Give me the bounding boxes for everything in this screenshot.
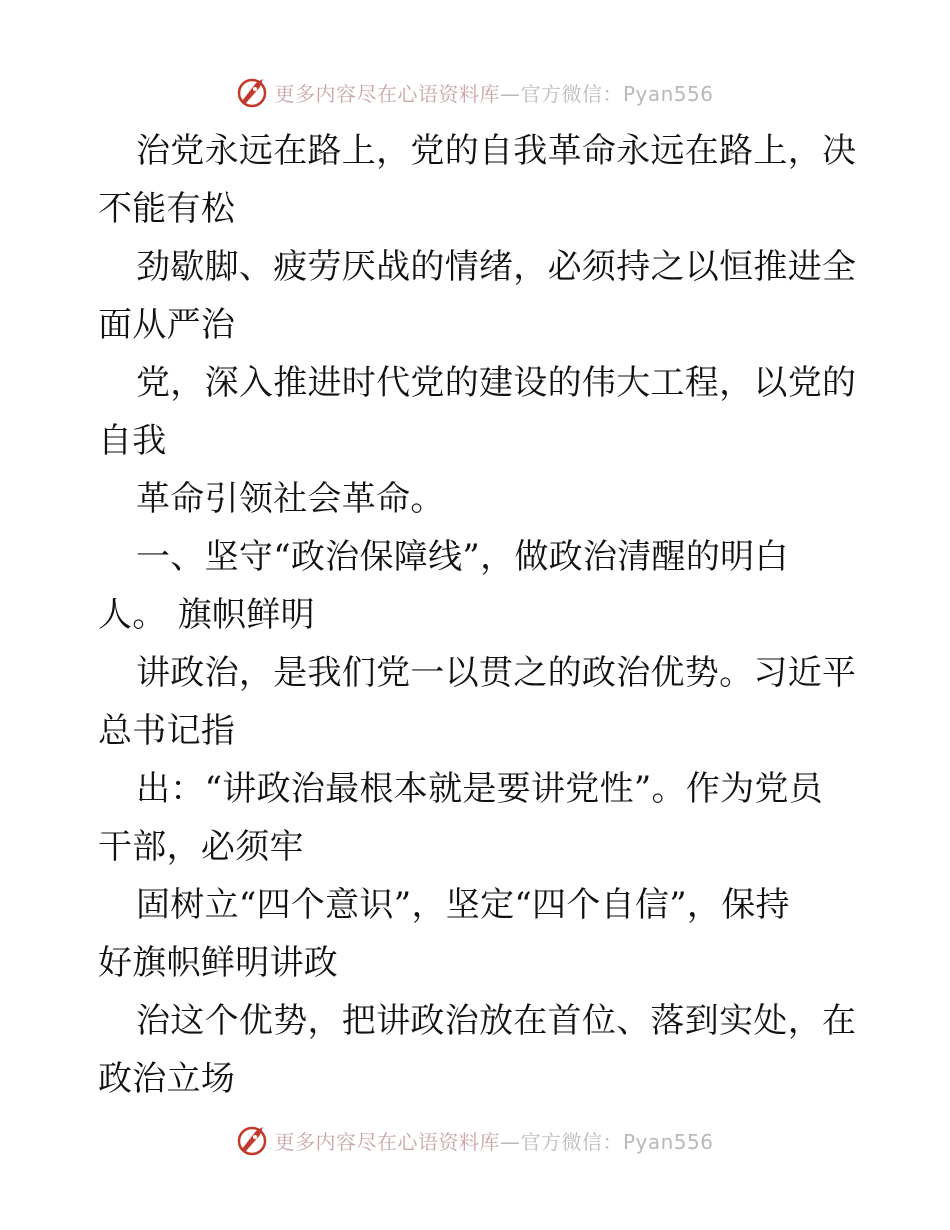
footer-banner-account: 官方微信：Pyan556 [520, 1129, 714, 1154]
body-line: 固树立“四个意识”，坚定“四个自信”，保持 [136, 885, 790, 925]
body-line: 革命引领社会革命。 [136, 479, 445, 519]
header-banner-account: 官方微信：Pyan556 [520, 81, 714, 106]
body-line: 党，深入推进时代党的建设的伟大工程，以党的 [136, 363, 857, 403]
footer-banner [0, 1120, 950, 1160]
header-banner [0, 72, 950, 112]
body-line: 自我 [98, 421, 167, 461]
body-line: 讲政治，是我们党一以贯之的政治优势。习近平 [136, 653, 857, 693]
body-line: 政治立场 [98, 1059, 236, 1099]
body-line: 面从严治 [98, 305, 236, 345]
body-line: 不能有松 [98, 189, 236, 229]
body-line: 治党永远在路上，党的自我革命永远在路上，决 [136, 131, 857, 171]
header-banner-separator: — [499, 81, 521, 106]
body-line: 一、坚守“政治保障线”，做政治清醒的明白 [136, 537, 789, 577]
footer-banner-separator: — [499, 1129, 521, 1154]
footer-banner-text: 更多内容尽在心语资料库 [274, 1129, 500, 1154]
document-body [98, 122, 858, 1108]
body-line: 干部，必须牢 [98, 827, 304, 867]
header-banner-text: 更多内容尽在心语资料库 [274, 81, 500, 106]
body-line: 出：“讲政治最根本就是要讲党性”。作为党员 [136, 769, 824, 809]
pen-logo-icon [236, 1123, 270, 1157]
body-line: 总书记指 [98, 711, 236, 751]
body-line: 人。 旗帜鲜明 [98, 595, 315, 635]
body-line: 劲歇脚、疲劳厌战的情绪，必须持之以恒推进全 [136, 247, 857, 287]
body-line: 治这个优势，把讲政治放在首位、落到实处，在 [136, 1001, 857, 1041]
pen-logo-icon [236, 75, 270, 109]
body-line: 好旗帜鲜明讲政 [98, 943, 339, 983]
